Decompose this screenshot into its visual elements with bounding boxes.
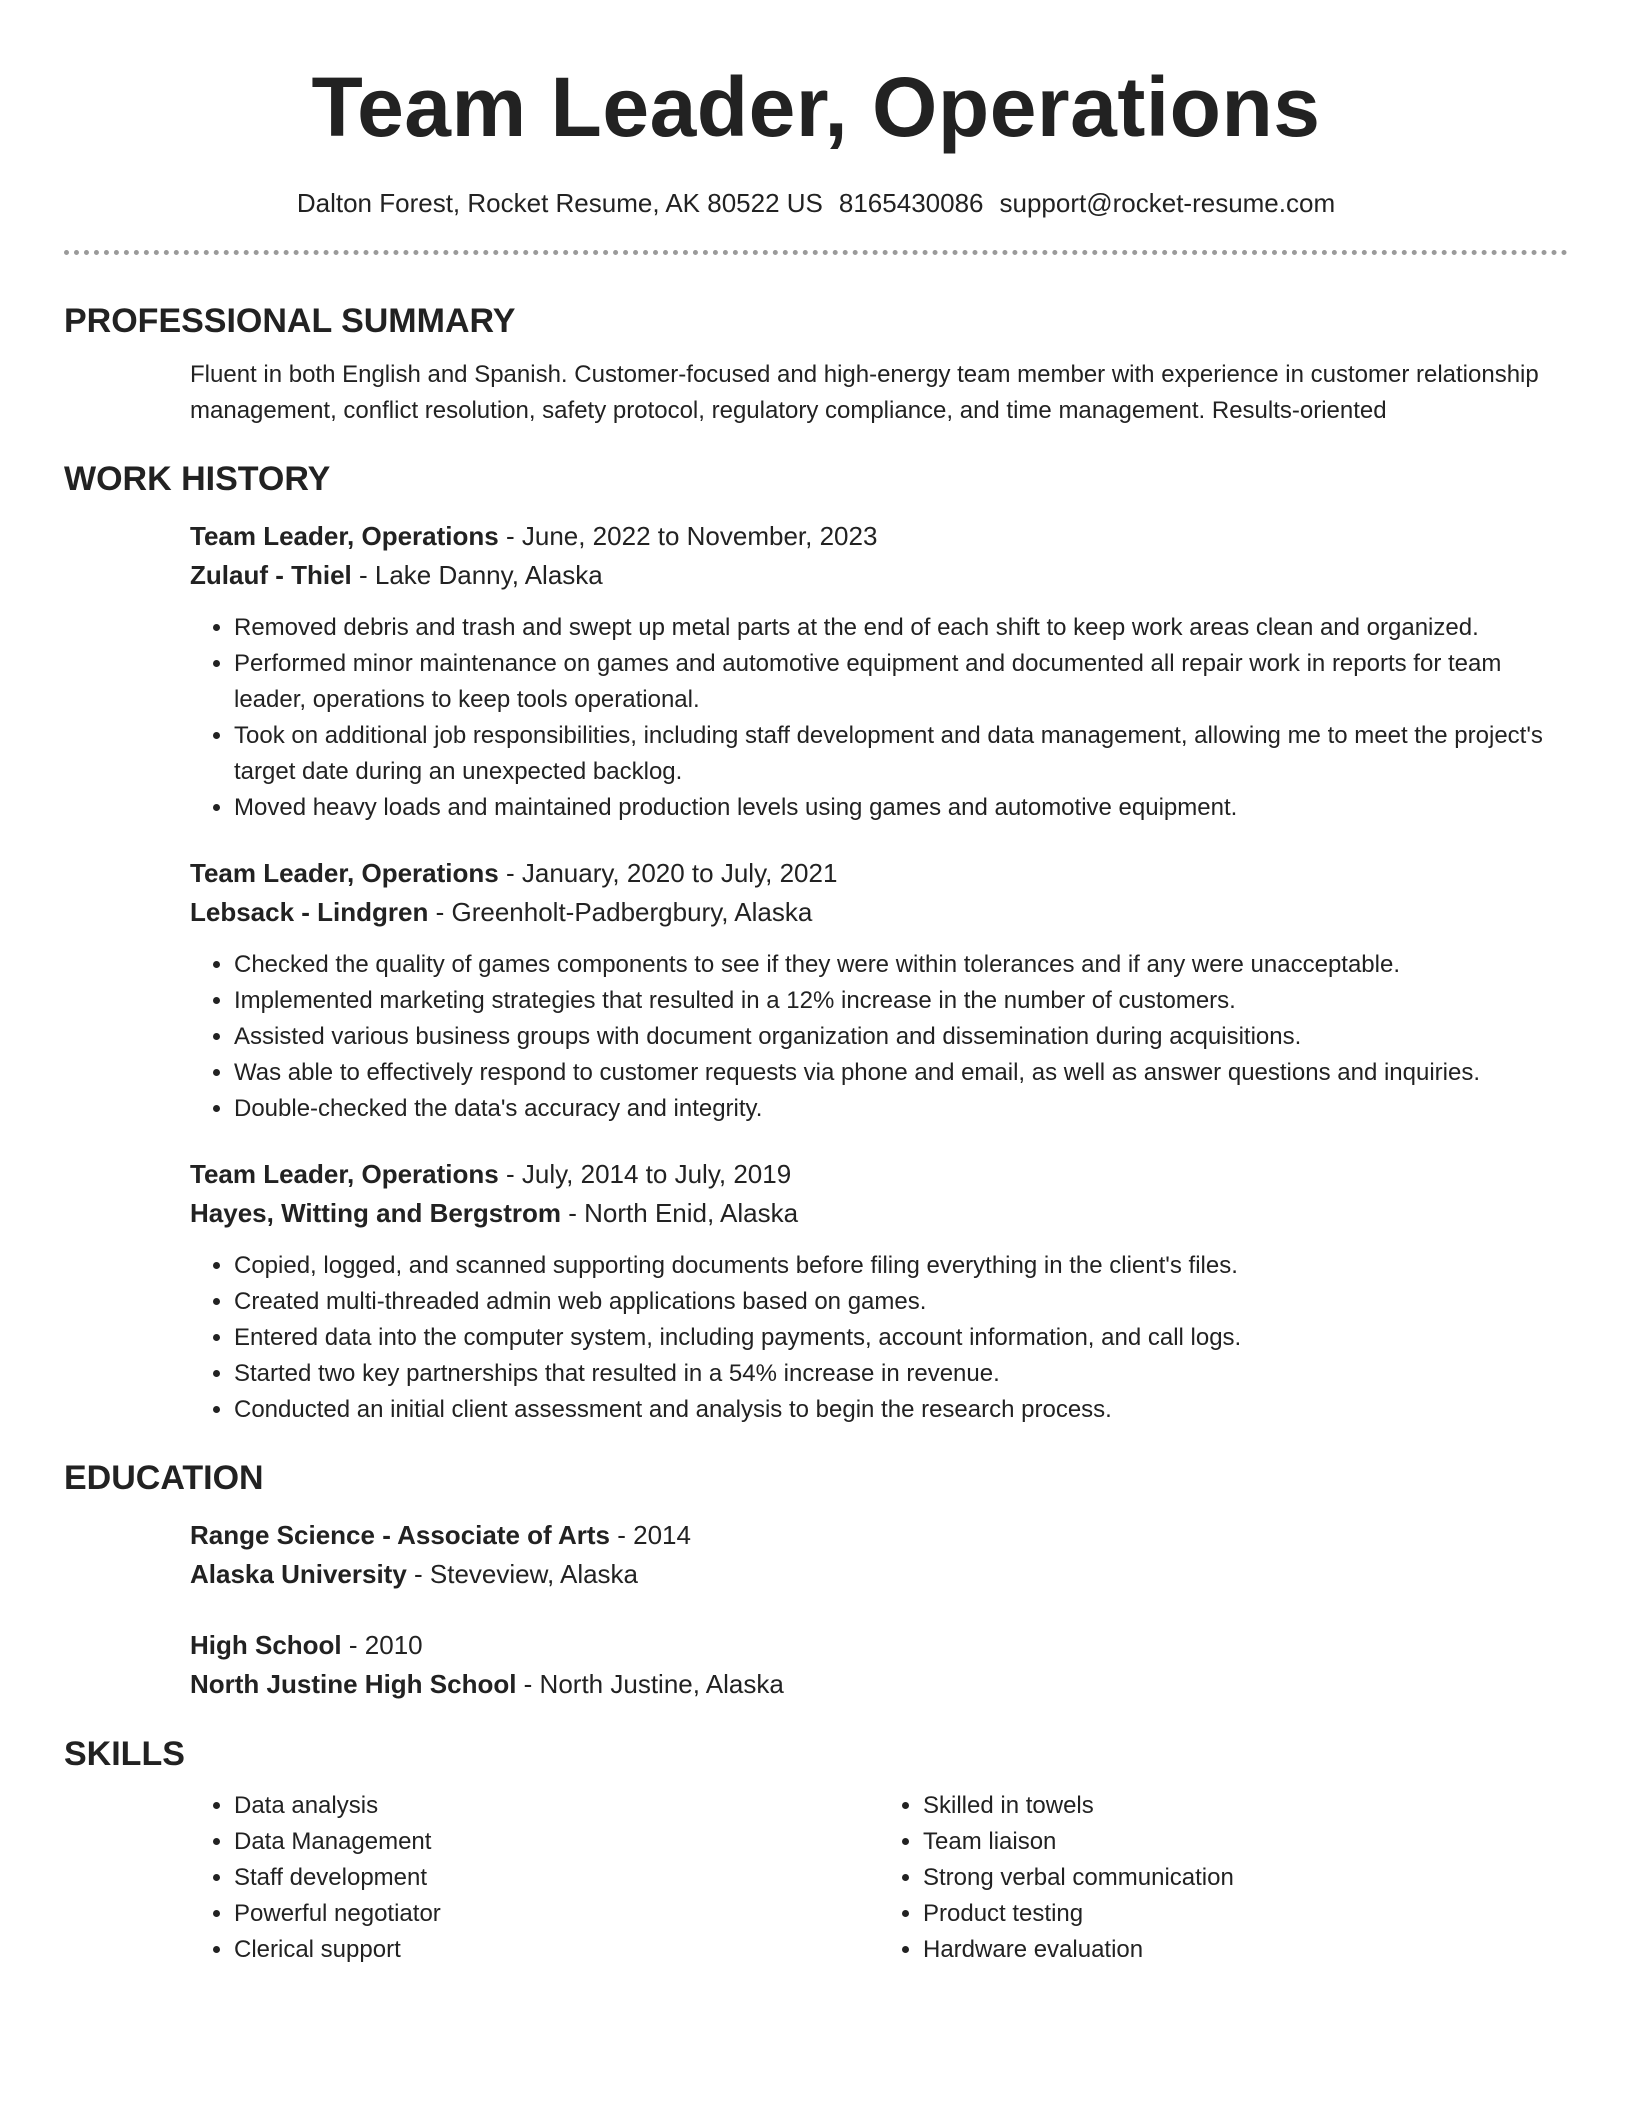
list-item: • Implemented marketing strategies that resulted in a 12% increase in the number of customers. [234,983,1568,1019]
list-item: • Strong verbal communication [923,1860,1568,1896]
list-item: • Team liaison [923,1824,1568,1860]
job-company: Lebsack - Lindgren [190,897,429,927]
job-role: Team Leader, Operations [190,1159,499,1189]
job-company: Zulauf - Thiel [190,560,352,590]
list-item: • Was able to effectively respond to customer requests via phone and email, as well as answer questions and inquiries. [234,1055,1568,1091]
contact-line [64,186,1568,220]
work-history-heading: WORK HISTORY [64,460,331,498]
education-location: - North Justine, Alaska [516,1669,784,1699]
list-item: • Moved heavy loads and maintained production levels using games and automotive equipment. [234,790,1568,826]
job-title-line [190,854,1568,893]
list-item: • Entered data into the computer system, including payments, account information, and call logs. [234,1320,1568,1356]
job-location: - North Enid, Alaska [561,1198,799,1228]
skills-heading: SKILLS [64,1735,185,1773]
education-year: - 2010 [341,1630,423,1660]
education-school: Alaska University [190,1559,407,1589]
job-entry [190,1155,1568,1428]
education-school: North Justine High School [190,1669,517,1699]
job-company-line [190,556,1568,595]
skills-list-right [879,1788,1568,1968]
job-dates: - June, 2022 to November, 2023 [498,521,878,551]
education-section [64,1456,1568,1704]
skills-list-left [190,1788,879,1968]
list-item: • Data Management [234,1824,879,1860]
job-title-line [190,517,1568,556]
list-item: • Conducted an initial client assessment and analysis to begin the research process. [234,1392,1568,1428]
list-item: • Copied, logged, and scanned supporting documents before filing everything in the client's files. [234,1248,1568,1284]
job-location: - Greenholt-Padbergbury, Alaska [428,897,813,927]
candidate-name: Team Leader, Operations [311,60,1321,154]
education-school-line [190,1665,1568,1704]
list-item: • Removed debris and trash and swept up metal parts at the end of each shift to keep work areas clean and organized. [234,610,1568,646]
list-item: • Hardware evaluation [923,1932,1568,1968]
job-entry [190,517,1568,826]
education-degree-line [190,1626,1568,1665]
list-item: • Checked the quality of games components to see if they were within tolerances and if any were unacceptable. [234,947,1568,983]
summary-heading: PROFESSIONAL SUMMARY [64,302,516,340]
list-item: • Staff development [234,1860,879,1896]
list-item: • Product testing [923,1896,1568,1932]
list-item: • Data analysis [234,1788,879,1824]
contact-phone: 8165430086 [838,188,984,218]
summary-text: Fluent in both English and Spanish. Customer-focused and high-energy team member with experience in customer relationship management, conflict resolution, safety protocol, regulatory compliance, and time management. Results-oriented [190,361,1539,424]
list-item: • Created multi-threaded admin web applications based on games. [234,1284,1568,1320]
summary-section [64,299,1568,429]
job-role: Team Leader, Operations [190,521,499,551]
list-item: • Clerical support [234,1932,879,1968]
education-school-line [190,1555,1568,1594]
job-bullets [190,610,1568,826]
job-dates: - July, 2014 to July, 2019 [498,1159,792,1189]
work-history-section [64,457,1568,1428]
contact-email: support@rocket-resume.com [999,188,1336,218]
list-item: • Skilled in towels [923,1788,1568,1824]
job-company-line [190,1194,1568,1233]
contact-address: Dalton Forest, Rocket Resume, AK 80522 US [296,188,823,218]
job-bullets [190,1248,1568,1428]
education-degree: High School [190,1630,342,1660]
education-heading: EDUCATION [64,1459,264,1497]
job-location: - Lake Danny, Alaska [351,560,603,590]
education-degree: Range Science - Associate of Arts [190,1520,610,1550]
job-company-line [190,893,1568,932]
education-degree-line [190,1516,1568,1555]
job-bullets [190,947,1568,1127]
education-location: - Steveview, Alaska [406,1559,639,1589]
list-item: • Took on additional job responsibilities, including staff development and data management, allowing me to meet the project's target date during an unexpected backlog. [234,718,1568,790]
job-role: Team Leader, Operations [190,858,499,888]
education-entry [190,1626,1568,1704]
list-item: • Performed minor maintenance on games and automotive equipment and documented all repair work in reports for team leader, operations to keep tools operational. [234,646,1568,718]
list-item: • Powerful negotiator [234,1896,879,1932]
job-dates: - January, 2020 to July, 2021 [498,858,838,888]
skills-section [64,1732,1568,1968]
job-title-line [190,1155,1568,1194]
list-item: • Double-checked the data's accuracy and integrity. [234,1091,1568,1127]
job-company: Hayes, Witting and Bergstrom [190,1198,562,1228]
list-item: • Assisted various business groups with document organization and dissemination during acquisitions. [234,1019,1568,1055]
education-entry [190,1516,1568,1594]
job-entry [190,854,1568,1127]
education-year: - 2014 [610,1520,691,1550]
list-item: • Started two key partnerships that resulted in a 54% increase in revenue. [234,1356,1568,1392]
header-divider [64,250,1568,255]
